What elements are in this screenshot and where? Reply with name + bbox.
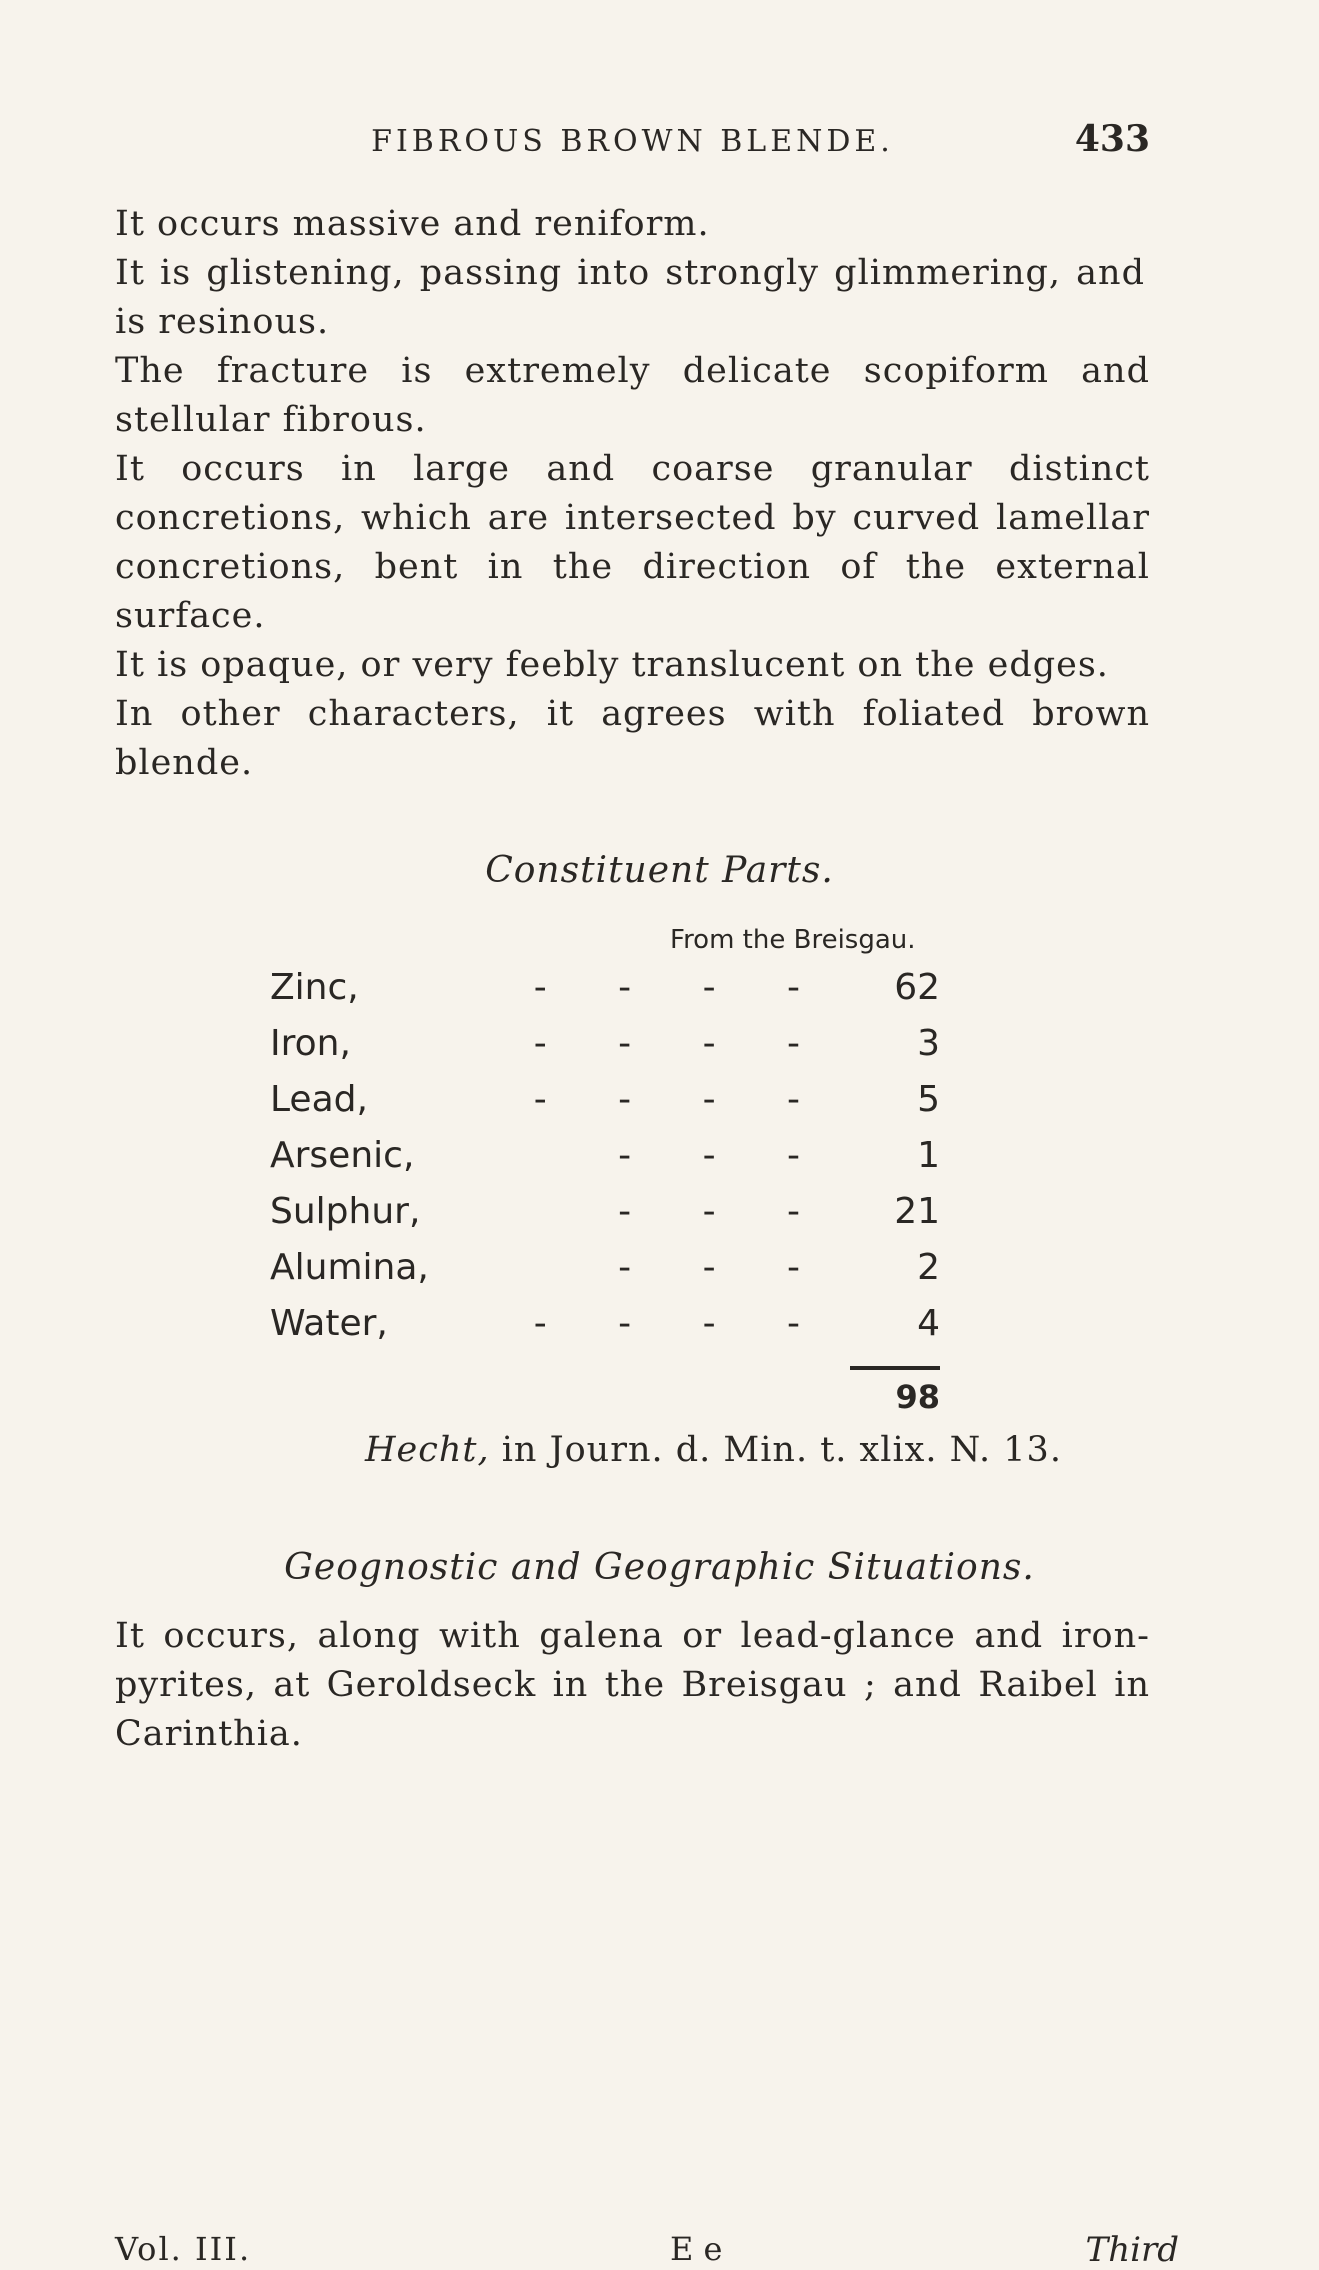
table-row	[270, 1247, 940, 1303]
paragraph: The fracture is extremely delicate scopiform and stellular fibrous.	[115, 351, 1150, 440]
element-value: 5	[917, 1079, 940, 1120]
table-row	[270, 967, 940, 1023]
table-row	[270, 1303, 940, 1359]
leader-dashes: - - - -	[533, 1023, 830, 1064]
table-row	[270, 1135, 940, 1191]
table-row	[270, 1023, 940, 1079]
constituent-parts-heading: Constituent Parts.	[485, 850, 834, 891]
leader-dashes: - - -	[618, 1247, 830, 1288]
element-value: 4	[917, 1303, 940, 1344]
element-name: Alumina,	[270, 1247, 429, 1288]
leader-dashes: - - - -	[533, 1079, 830, 1120]
paragraph: It is glistening, passing into strongly glimmering, and is resinous.	[115, 253, 1145, 342]
citation-source: in Journ. d. Min. t. xlix. N. 13.	[489, 1430, 1062, 1470]
citation	[365, 1430, 1062, 1470]
paragraph: It occurs massive and reniform.	[115, 204, 710, 244]
element-value: 62	[894, 967, 940, 1008]
element-name: Lead,	[270, 1079, 368, 1120]
running-head: FIBROUS BROWN BLENDE.	[371, 124, 894, 159]
column-header: From the Breisgau.	[670, 925, 916, 955]
leader-dashes: - - - -	[533, 967, 830, 1008]
paragraph: In other characters, it agrees with foliated brown blende.	[115, 694, 1150, 783]
element-name: Arsenic,	[270, 1135, 415, 1176]
leader-dashes: - - - -	[533, 1303, 830, 1344]
paragraph: It occurs, along with galena or lead-glance and iron-pyrites, at Geroldseck in the Breisgau ; and Raibel in Carinthia.	[115, 1616, 1150, 1754]
element-name: Zinc,	[270, 967, 359, 1008]
leader-dashes: - - -	[618, 1135, 830, 1176]
paragraph: It occurs in large and coarse granular distinct concretions, which are intersected by curved lamellar concretions, bent in the direction of the external surface.	[115, 449, 1150, 636]
volume-label: Vol. III.	[115, 2230, 252, 2268]
catchword: Third	[1085, 2230, 1179, 2270]
table-row	[270, 1191, 940, 1247]
geognostic-heading: Geognostic and Geographic Situations.	[284, 1547, 1035, 1588]
element-name: Sulphur,	[270, 1191, 421, 1232]
table-row	[270, 1079, 940, 1135]
description-text	[115, 200, 1150, 788]
paragraph: It is opaque, or very feebly translucent on the edges.	[115, 645, 1109, 685]
geognostic-text-block	[115, 1612, 1150, 1759]
element-name: Iron,	[270, 1023, 351, 1064]
signature-mark: E e	[670, 2230, 723, 2268]
element-value: 2	[917, 1247, 940, 1288]
element-value: 1	[917, 1135, 940, 1176]
leader-dashes: - - -	[618, 1191, 830, 1232]
citation-author: Hecht,	[365, 1430, 490, 1470]
page-header	[115, 118, 1150, 178]
page-number: 433	[1074, 118, 1150, 160]
sum-rule	[850, 1366, 940, 1370]
element-name: Water,	[270, 1303, 388, 1344]
element-value: 3	[917, 1023, 940, 1064]
element-value: 21	[894, 1191, 940, 1232]
total-value: 98	[895, 1378, 940, 1416]
